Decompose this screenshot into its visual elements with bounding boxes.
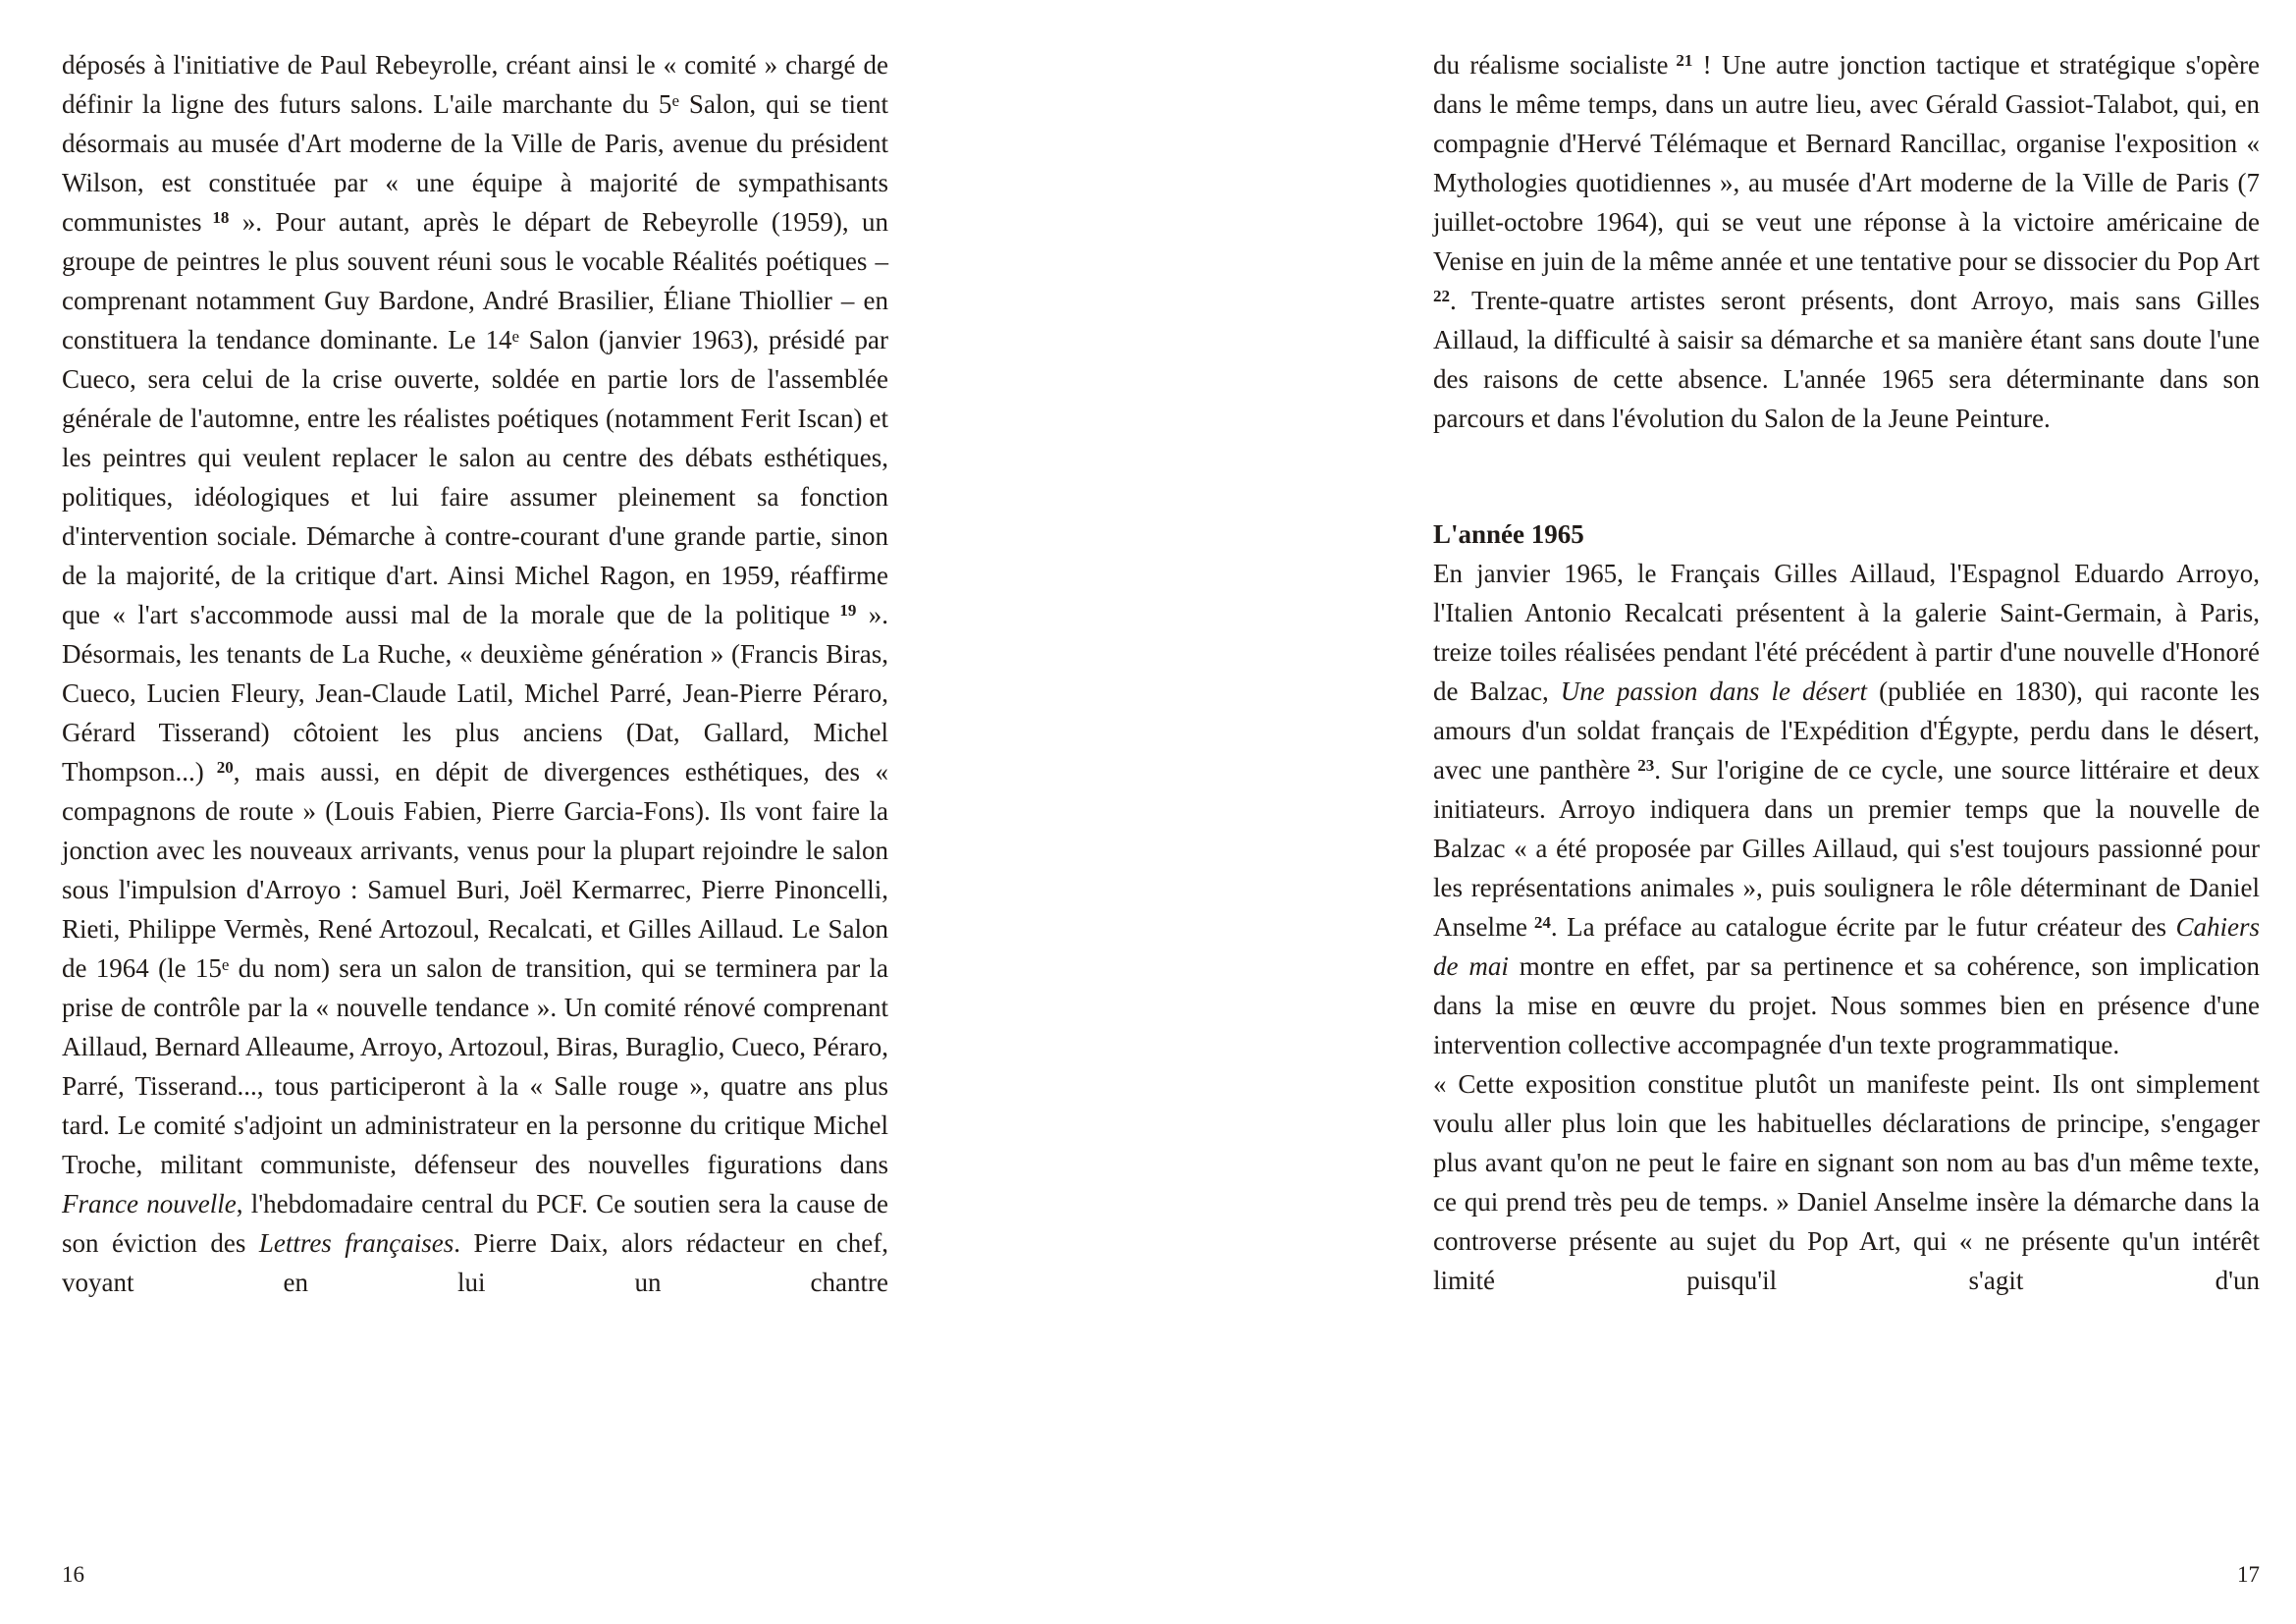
page-right-text-column — [1433, 45, 2260, 1300]
text-run: « Cette exposition constitue plutôt un manifeste peint. Ils ont simplement voulu aller plus loin que les habituelles déclarations de principe, s'engager plus avant qu'on ne peut le faire en signant son nom au bas d'un même texte, ce qui prend très peu de temps. » Daniel Anselme insère la démarche dans la controverse présente au sujet du Pop Art, qui « ne présente qu'un intérêt limité puisqu'il s'agit d'un — [1433, 1069, 2260, 1295]
footnote-ref: 24 — [1526, 912, 1551, 932]
text-run: Une passion dans le désert — [1560, 677, 1868, 706]
footnote-ref: 22 — [1433, 286, 1450, 305]
text-run: L'année 1965 — [1433, 519, 1584, 549]
text-run: montre en effet, par sa pertinence et sa cohérence, son implication dans la mise en œuvre du projet. Nous sommes bien en présence d'une intervention collective accompagnée d'un texte programmatique. — [1433, 951, 2260, 1059]
footnote-ref: 18 — [201, 207, 230, 227]
text-run: . Pierre Daix, alors rédacteur en chef, voyant en lui un chantre — [62, 1228, 888, 1297]
footnote-ref: 23 — [1629, 755, 1655, 775]
text-run: Salon (janvier 1963), présidé par Cueco, sera celui de la crise ouverte, soldée en partie lors de l'assemblée générale de l'automne, entre les réalistes poétiques (notamment Ferit Iscan) et les peintres qui veulent replacer le salon au centre des débats esthétiques, politiques, idéologiques et lui faire assumer pleinement sa fonction d'intervention sociale. Démarche à contre-courant d'une grande partie, sinon de la majorité, de la critique d'art. Ainsi Michel Ragon, en 1959, réaffirme que « l'art s'accommode aussi mal de la morale que de la politique — [62, 325, 889, 629]
text-run: France nouvelle — [62, 1189, 237, 1218]
text-run: du nom) sera un salon de transition, qui se terminera par la prise de contrôle par la « nouvelle tendance ». Un comité rénové comprenant Aillaud, Bernard Alleaume, Arroyo, Artozoul, Biras, Buraglio, Cueco, Péraro, Parré, Tisserand..., tous participeront à la « Salle rouge », quatre ans plus tard. Le comité s'adjoint un administrateur en la personne du critique Michel Troche, militant communiste, défenseur des nouvelles figurations dans — [62, 953, 888, 1179]
paragraph — [1433, 1064, 2260, 1300]
footnote-ref: 21 — [1668, 50, 1693, 70]
section-heading — [1433, 514, 2260, 554]
footnote-ref: 19 — [829, 600, 857, 620]
text-run: , l'hebdomadaire central du PCF. Ce soutien sera la cause de son éviction des — [62, 1189, 888, 1258]
page-number-right: 17 — [2237, 1562, 2260, 1587]
text-run: En janvier 1965, le Français Gilles Aillaud, l'Espagnol Eduardo Arroyo, l'Italien Antonio Recalcati présentent à la galerie Saint-Germain, à Paris, treize toiles réalisées pendant l'été précédent à partir d'une nouvelle d'Honoré de Balzac, — [1433, 559, 2260, 706]
text-run: Salon, qui se tient désormais au musée d'Art moderne de la Ville de Paris, avenue du président Wilson, est constituée par « une équipe à majorité de sympathisants communistes — [62, 89, 888, 237]
text-run: e — [511, 327, 519, 347]
page-number-left: 16 — [62, 1562, 84, 1587]
text-run: déposés à l'initiative de Paul Rebeyrolle, créant ainsi le « comité » chargé de définir la ligne des futurs salons. L'aile marchante du 5 — [62, 50, 888, 119]
text-run: ». Désormais, les tenants de La Ruche, « deuxième génération » (Francis Biras, Cueco, Lucien Fleury, Jean-Claude Latil, Michel Parré, Jean-Pierre Péraro, Gérard Tisserand) côtoient les plus anciens (Dat, Gallard, Michel Thompson...) — [62, 600, 889, 786]
paragraph — [1433, 554, 2260, 1064]
text-run: ! Une autre jonction tactique et stratégique s'opère dans le même temps, dans un autre lieu, avec Gérald Gassiot-Talabot, qui, en compagnie d'Hervé Télémaque et Bernard Rancillac, organise l'exposition « Mythologies quotidiennes », au musée d'Art moderne de la Ville de Paris (7 juillet-octobre 1964), qui se veut une réponse à la victoire américaine de Venise en juin de la même année et une tentative pour se dissocier du Pop Art — [1433, 50, 2260, 276]
page-left-text-column — [62, 45, 888, 1302]
text-run: du réalisme socialiste — [1433, 50, 1669, 80]
text-run: , mais aussi, en dépit de divergences esthétiques, des « compagnons de route » (Louis Fabien, Pierre Garcia-Fons). Ils vont faire la jonction avec les nouveaux arrivants, venus pour la plupart rejoindre le salon sous l'impulsion d'Arroyo : Samuel Buri, Joël Kermarrec, Pierre Pinoncelli, Rieti, Philippe Vermès, René Artozoul, Recalcati, et Gilles Aillaud. Le Salon de 1964 (le 15 — [62, 757, 889, 983]
text-run: . La préface au catalogue écrite par le futur créateur des — [1550, 912, 2176, 942]
text-run: . Sur l'origine de ce cycle, une source littéraire et deux initiateurs. Arroyo indiquera dans un premier temps que la nouvelle de Balzac « a été proposée par Gilles Aillaud, qui s'est toujours passionné pour les représentations animales », puis soulignera le rôle déterminant de Daniel Anselme — [1433, 755, 2261, 942]
text-run: e — [221, 955, 230, 975]
text-run: ». Pour autant, après le départ de Rebeyrolle (1959), un groupe de peintres le plus souvent réuni sous le vocable Réalités poétiques – comprenant notamment Guy Bardone, André Brasilier, Éliane Thiollier – en constituera la tendance dominante. Le 14 — [62, 207, 889, 354]
footnote-ref: 20 — [203, 757, 234, 777]
text-run: Lettres françaises — [258, 1228, 454, 1258]
text-run: (publiée en 1830), qui raconte les amours d'un soldat français de l'Expédition d'Égypte, perdu dans le désert, avec une panthère — [1433, 677, 2260, 785]
text-run: e — [671, 91, 679, 111]
paragraph — [1433, 45, 2260, 438]
text-run: Cahiers de mai — [1433, 912, 2261, 981]
text-run: . Trente-quatre artistes seront présents, dont Arroyo, mais sans Gilles Aillaud, la difficulté à saisir sa démarche et sa manière étant sans doute l'une des raisons de cette absence. L'année 1965 sera déterminante dans son parcours et dans l'évolution du Salon de la Jeune Peinture. — [1433, 286, 2260, 433]
paragraph — [62, 45, 888, 1302]
